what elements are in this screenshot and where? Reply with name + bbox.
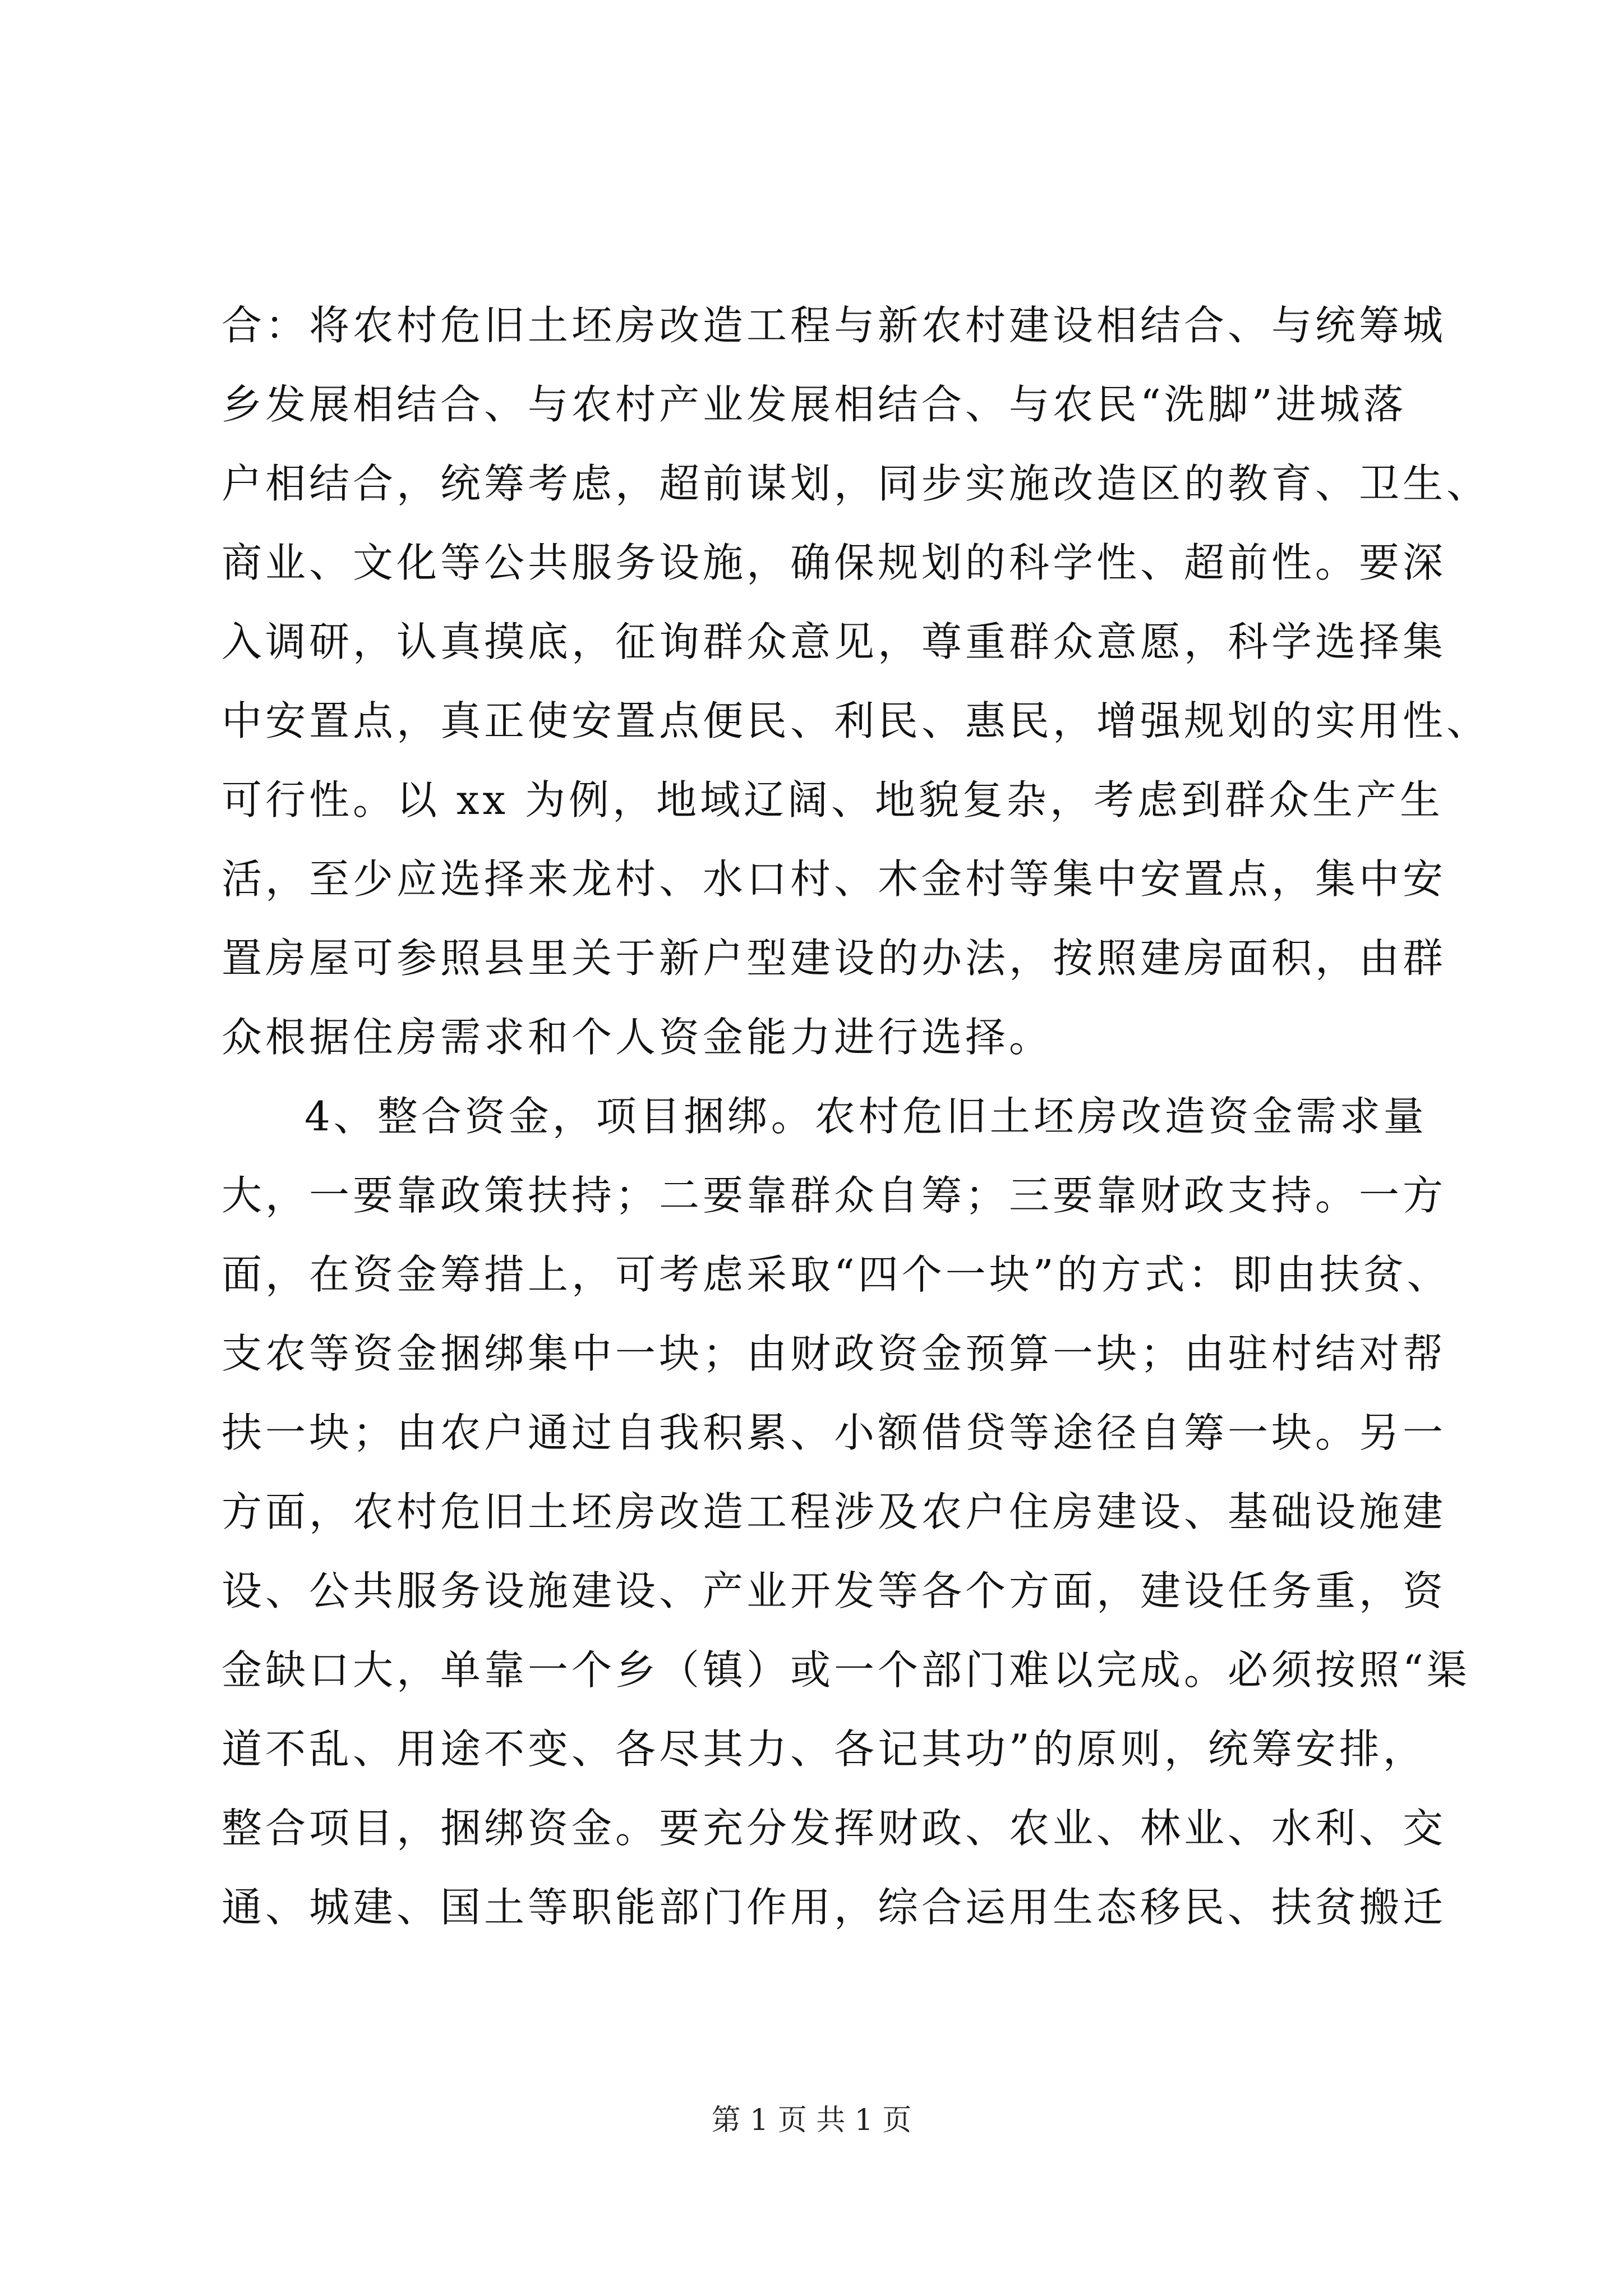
body-text — [222, 286, 1491, 1947]
text-line: 中安置点，真正使安置点便民、利民、惠民，增强规划的实用性、 — [222, 697, 1491, 744]
text-line: 扶一块；由农户通过自我积累、小额借贷等途径自筹一块。另一 — [222, 1409, 1447, 1456]
text-line: 活，至少应选择来龙村、水口村、木金村等集中安置点，集中安 — [222, 855, 1447, 903]
text-line: 整合项目，捆绑资金。要充分发挥财政、农业、林业、水利、交 — [222, 1805, 1447, 1852]
text-line: 众根据住房需求和个人资金能力进行选择。 — [222, 1014, 1053, 1061]
text-line: 设、公共服务设施建设、产业开发等各个方面，建设任务重，资 — [222, 1567, 1447, 1614]
text-line: 乡发展相结合、与农村产业发展相结合、与农民“洗脚”进城落 — [222, 381, 1407, 428]
text-line: 方面，农村危旧土坯房改造工程涉及农户住房建设、基础设施建 — [222, 1488, 1447, 1535]
text-line: 面，在资金筹措上，可考虑采取“四个一块”的方式：即由扶贫、 — [222, 1251, 1451, 1298]
text-line: 通、城建、国土等职能部门作用，综合运用生态移民、扶贫搬迁 — [222, 1884, 1447, 1931]
text-line: 可行性。以 xx 为例，地域辽阔、地貌复杂，考虑到群众生产生 — [222, 776, 1444, 823]
text-line: 金缺口大，单靠一个乡（镇）或一个部门难以完成。必须按照“渠 — [222, 1646, 1470, 1694]
text-line: 入调研，认真摸底，征询群众意见，尊重群众意愿，科学选择集 — [222, 618, 1447, 665]
text-line: 置房屋可参照县里关于新户型建设的办法，按照建房面积，由群 — [222, 935, 1447, 982]
paragraph-start-line: 4、整合资金，项目捆绑。农村危旧土坯房改造资金需求量 — [305, 1093, 1427, 1140]
text-line: 支农等资金捆绑集中一块；由财政资金预算一块；由驻村结对帮 — [222, 1330, 1447, 1377]
text-line: 商业、文化等公共服务设施，确保规划的科学性、超前性。要深 — [222, 539, 1447, 586]
text-line: 道不乱、用途不变、各尽其力、各记其功”的原则，统筹安排， — [222, 1726, 1427, 1773]
page-footer: 第 1 页 共 1 页 — [711, 2104, 912, 2137]
text-line: 大，一要靠政策扶持；二要靠群众自筹；三要靠财政支持。一方 — [222, 1172, 1447, 1219]
text-line: 户相结合，统筹考虑，超前谋划，同步实施改造区的教育、卫生、 — [222, 460, 1491, 507]
text-line: 合：将农村危旧土坯房改造工程与新农村建设相结合、与统筹城 — [222, 302, 1447, 349]
